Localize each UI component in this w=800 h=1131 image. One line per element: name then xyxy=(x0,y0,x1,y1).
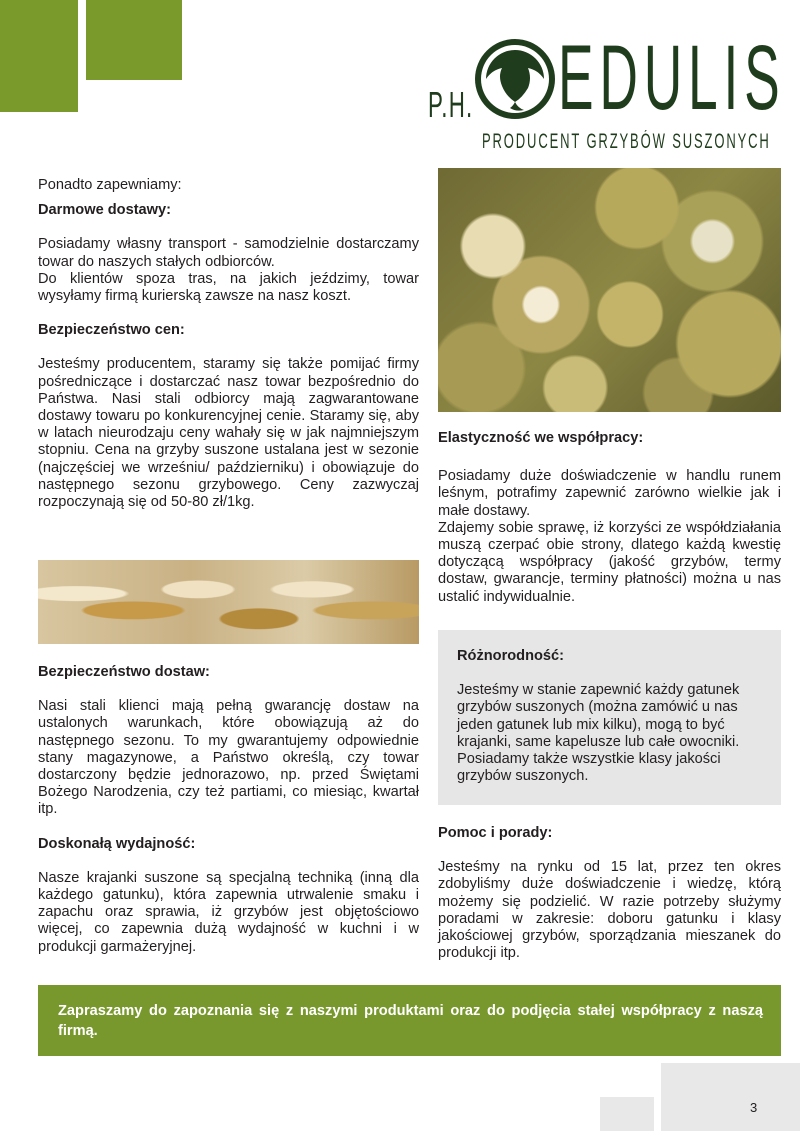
page-number: 3 xyxy=(750,1100,758,1115)
heading-bezpieczenstwo-dostaw: Bezpieczeństwo dostaw: xyxy=(38,664,210,680)
paragraph: Posiadamy własny transport - samodzielnie dostarczamy towar do naszych stałych odbiorców. xyxy=(38,236,419,270)
logo-name: EDULIS xyxy=(558,27,786,129)
corner-square-small xyxy=(86,0,182,80)
dried-mushroom-slices-photo xyxy=(38,560,419,644)
corner-square-large xyxy=(0,0,78,112)
info-box xyxy=(438,630,781,805)
heading-elastycznosc: Elastyczność we współpracy: xyxy=(438,430,644,446)
corner-square-grey-large xyxy=(661,1063,800,1131)
paragraph: Posiadamy duże doświadczenie w handlu runem leśnym, potrafimy zapewnić zarówno wielkie jak i małe dostawy. xyxy=(438,468,781,519)
heading-pomoc-i-porady: Pomoc i porady: xyxy=(438,825,553,841)
paragraph: Jesteśmy producentem, staramy się także pomijać firmy pośredniczące i dostarczać nasz towar bezpośrednio do Państwa. Nasi stali odbiorcy mają zagwarantowane dostawy towaru po konkurencyjnej cenie. Staramy się, aby w latach nieurodzaju ceny wahały się w jak najmniejszym stopniu. Cena na grzyby suszone ustalana jest w sezonie (najczęściej we wrześniu/ październiku) i obowiązuje do następnego sezonu grzybowego. Ceny zazwyczaj rozpoczynają się od 50-80 zł/1kg. xyxy=(38,356,419,511)
heading-darmowe-dostawy: Darmowe dostawy: xyxy=(38,202,171,219)
banner-text: Zapraszamy do zapoznania się z naszymi produktami oraz do podjęcia stałej współpracy z naszą firmą. xyxy=(58,1003,763,1039)
invitation-banner xyxy=(38,985,781,1056)
heading-roznorodnosc: Różnorodność: xyxy=(457,648,565,664)
mushroom-logo-icon xyxy=(472,36,558,122)
paragraph: Nasze krajanki suszone są specjalną techniką (inną dla każdego gatunku), która zapewnia utrwalenie smaku i zapachu oraz sprawia, iż grzybów jest objętościowo więcej, co zapewnia dużą wydajność w kuchni i w produkcji garmażeryjnej. xyxy=(38,869,419,955)
heading-doskonala-wydajnosc: Doskonałą wydajność: xyxy=(38,835,196,852)
paragraph: Zdajemy sobie sprawę, iż korzyści ze współdziałania muszą czerpać obie strony, dlatego każdą kwestię dotyczącą współpracy (jakość grzybów, termy dostaw, gwarancje, terminy płatności) można u nas ustalić indywidualnie. xyxy=(438,519,781,605)
heading-bezpieczenstwo-cen: Bezpieczeństwo cen: xyxy=(38,322,185,339)
logo-prefix: P.H. xyxy=(428,84,474,125)
right-column-lower xyxy=(438,825,781,962)
paragraph: Nasi stali klienci mają pełną gwarancję dostaw na ustalonych warunkach, które obowiązują aż do następnego sezonu. To my gwarantujemy odpowiednie stany magazynowe, a Państwo określą, czy towar dostarczony będzie jednorazowo, np. przed Świętami Bożego Narodzenia, czy też partiami, co miesiąc, kwartał itp. xyxy=(38,698,419,818)
paragraph: Jesteśmy na rynku od 15 lat, przez ten okres zdobyliśmy duże doświadczenie i wiedzę, którą możemy się podzielić. W razie potrzeby służymy poradami w zakresie: doboru gatunku i klasy jakościowej grzybów, sporządzania mieszanek do produkcji itp. xyxy=(438,859,781,962)
corner-square-grey-small xyxy=(600,1097,654,1131)
left-column xyxy=(38,177,419,511)
left-column-lower xyxy=(38,664,419,956)
logo-tagline: PRODUCENT GRZYBÓW SUSZONYCH xyxy=(482,130,771,153)
paragraph: Do klientów spoza tras, na jakich jeździmy, towar wysyłamy firmą kurierską zawsze na nasz koszt. xyxy=(38,270,419,305)
paragraph: Jesteśmy w stanie zapewnić każdy gatunek grzybów suszonych (można zamówić u nas jeden gatunek lub mix kilku), mogą to być krajanki, same kapelusze lub całe owocniki. Posiadamy także wszystkie klasy jakości grzybów suszonych. xyxy=(457,682,740,785)
intro-text: Ponadto zapewniamy: xyxy=(38,177,182,193)
dried-mushroom-caps-photo xyxy=(438,168,781,412)
logo xyxy=(428,27,786,156)
right-column xyxy=(438,430,781,606)
